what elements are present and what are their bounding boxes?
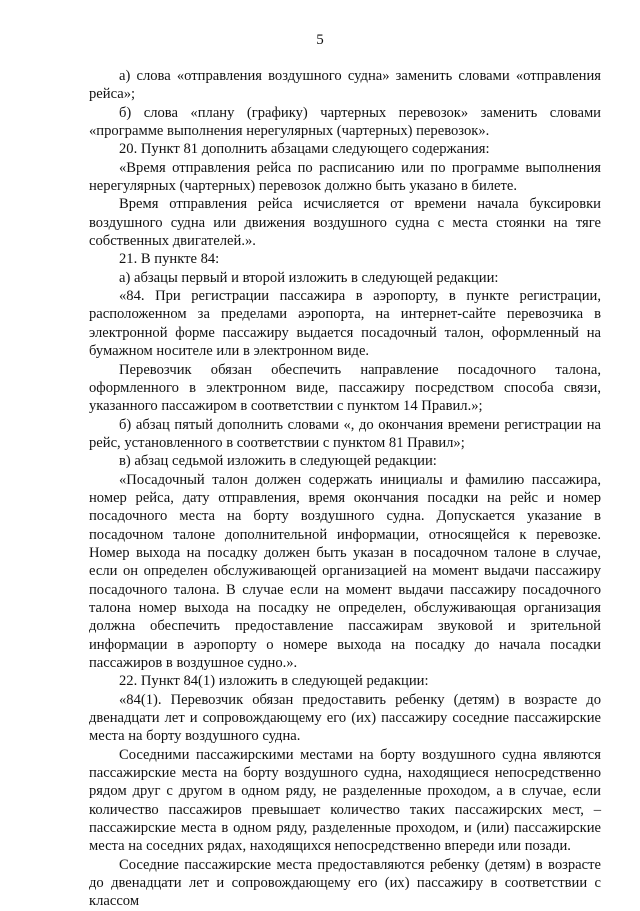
page-number: 5 [316,32,324,48]
paragraph: б) слова «плану (графику) чартерных перевозок» заменить словами «программе выполнения нерегулярных (чартерных) перевозок». [89,104,601,140]
paragraph: 20. Пункт 81 дополнить абзацами следующего содержания: [119,141,490,158]
paragraph: а) абзацы первый и второй изложить в следующей редакции: [119,269,499,286]
paragraph: Перевозчик обязан обеспечить направление посадочного талона, оформленного в электронном виде, пассажиру посредством способа связи, указанного пассажиром в соответствии с пунктом 14 Правил.»; [89,361,601,415]
paragraph: 21. В пункте 84: [119,251,220,268]
paragraph: Соседние пассажирские места предоставляются ребенку (детям) в возрасте до двенадцати лет и сопровождающему его (их) пассажиру в соответствии с классом [89,856,601,910]
paragraph: «84. При регистрации пассажира в аэропорту, в пункте регистрации, расположенном за пределами аэропорта, на интернет-сайте перевозчика в электронной форме пассажиру выдается посадочный талон, оформленный на бумажном носителе или в электронном виде. [89,288,601,360]
paragraph: Соседними пассажирскими местами на борту воздушного судна являются пассажирские места на борту воздушного судна, находящиеся непосредственно рядом друг с другом в одном ряду, не разделенные проходом, а в случае, если количество пассажиров превышает количество таких пассажирских мест, – пассажирские места в одном ряду, разделенные проходом, и (или) пассажирские места на соседних рядах, находящихся непосредственно впереди или позади. [89,746,601,855]
paragraph: «84(1). Перевозчик обязан предоставить ребенку (детям) в возрасте до двенадцати лет и сопровождающему его (их) пассажиру соседние пассажирские места на борту воздушного судна. [89,691,601,745]
document-body [89,67,601,911]
paragraph: Время отправления рейса исчисляется от времени начала буксировки воздушного судна или движения воздушного судна с места стоянки на тяге собственных двигателей.». [89,196,601,250]
paragraph: в) абзац седьмой изложить в следующей редакции: [119,453,437,470]
paragraph: 22. Пункт 84(1) изложить в следующей редакции: [119,673,429,690]
paragraph: «Время отправления рейса по расписанию или по программе выполнения нерегулярных (чартерных) перевозок должно быть указано в билете. [89,159,601,195]
paragraph: а) слова «отправления воздушного судна» заменить словами «отправления рейса»; [89,68,601,103]
paragraph: «Посадочный талон должен содержать инициалы и фамилию пассажира, номер рейса, дату отправления, время окончания посадки на рейс и номер посадочного места на борту воздушного судна. Допускается указание в посадочном талоне дополнительной информации, относящейся к перевозке. Номер выхода на посадку должен быть указан в посадочном талоне в случае, если он определен обслуживающей организацией на момент выдачи пассажиру посадочного талона. В случае если на момент выдачи пассажиру посадочного талона номер выхода на посадку не определен, обслуживающая организация должна обеспечить предоставление пассажирам звуковой и зрительной информации в аэропорту о номере выхода на посадку до начала посадки пассажиров в воздушное судно.». [89,471,601,671]
paragraph: б) абзац пятый дополнить словами «, до окончания времени регистрации на рейс, установленного в соответствии с пунктом 81 Правил»; [89,416,601,451]
